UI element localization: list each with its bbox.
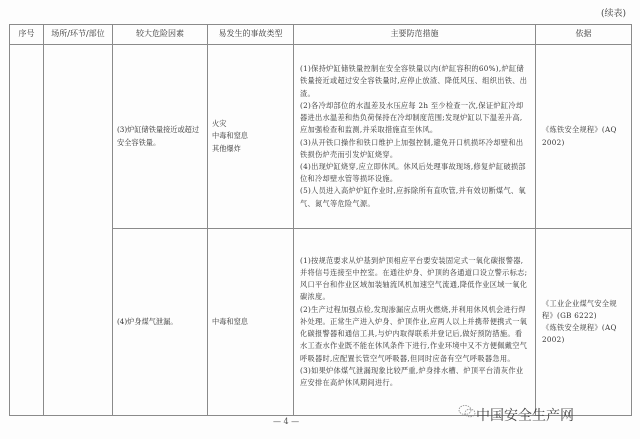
measure-item: (2)各冷却部位的水温差及水压应每 2h 至少检查一次,保证炉缸冷却器进出水温差和热负荷保持在冷却制度范围;发现炉缸以下温差升高,应加强检查和监测,并采取措施直至休风。 — [300, 100, 524, 135]
table-row — [10, 45, 632, 229]
hazard-table — [9, 24, 632, 416]
cell-accident-types — [208, 45, 294, 229]
header-measures: 主要防范措施 — [294, 25, 536, 45]
measure-item: (2)生产过程加强点检,发现渗漏应点明火燃烧,并利用休风机会进行焊补处理。正常生产进入炉身、炉顶作业,应两人以上并携带便携式一氧化碳报警器和通信工具,与炉内取得联系并登记后,做好预防措施。看水工查水作业既不能在休风条件下进行,作业环境中又不方便佩戴空气呼吸器时,应配置长管空气呼吸器,但同时应备有空气呼吸器急用。 — [300, 304, 528, 363]
header-accident-type: 易发生的事故类型 — [208, 25, 294, 45]
accident-type: 其他爆炸 — [212, 143, 241, 153]
measure-item: (1)按规范要求从炉基到炉顶相应平台要安装固定式一氧化碳报警器,并将信号连接至中控室。在通往炉身、炉顶的各通道口设立警示标志;风口平台和作业区域加装轴流风机加速空气流通,降低作业区域一氧化碳浓度。 — [300, 255, 528, 302]
cell-accident-types — [208, 229, 294, 416]
accident-type: 火灾 — [212, 119, 227, 129]
cell-measures — [294, 45, 536, 229]
table-header-row — [10, 25, 632, 45]
cell-basis — [536, 45, 632, 229]
cell-hazard: (3)炉缸储铁量接近或超过安全容铁量。 — [113, 45, 208, 229]
cell-measures — [294, 229, 536, 416]
cell-basis — [536, 229, 632, 416]
accident-type: 中毒和窒息 — [212, 131, 248, 141]
measure-item: (5)人员进入高炉炉缸作业时,应拆除所有直吹管,并有效切断煤气、氧气、氮气等危险气源。 — [300, 186, 526, 208]
measure-item: (4)出现炉缸烧穿,应立即休风。休风后处理事故现场,修复炉缸破损部位和冷却壁水管等损坏设施。 — [300, 161, 526, 184]
measure-item: (3)从开铁口操作和铁口维护上加强控制,避免开口机损坏冷却壁和出铁损伤炉壳而引发炉缸烧穿。 — [300, 137, 524, 159]
cell-index — [10, 45, 44, 416]
measure-item: (1)保持炉缸储铁量控制在安全容铁量以内(炉缸容积的60%),炉缸储铁量接近或超过安全容铁量时,应停止放渣、降低风压、组织出铁、出渣。 — [300, 64, 528, 98]
watermark-text: 中国安全生产网 — [476, 408, 574, 424]
basis-item: 《炼铁安全规程》(AQ 2002) — [542, 323, 617, 345]
basis-item: 《工业企业煤气安全规程》(GB 6222) — [542, 298, 617, 320]
header-basis: 依据 — [536, 25, 632, 45]
measure-item: (3)如果炉体煤气泄漏现象比较严重,炉身排水槽、炉顶平台清灰作业应安排在高炉休风期间进行。 — [300, 365, 524, 387]
header-index: 序号 — [10, 25, 44, 45]
page-number: — 4 — — [273, 417, 300, 426]
header-location: 场所/环节/部位 — [44, 25, 113, 45]
header-hazard: 较大危险因素 — [113, 25, 208, 45]
basis-item: 《炼铁安全规程》(AQ 2002) — [542, 125, 617, 147]
cell-location — [44, 45, 113, 416]
wechat-icon — [458, 404, 476, 418]
accident-type: 中毒和窒息 — [212, 316, 248, 326]
continuation-label: (续表) — [600, 9, 626, 19]
cell-hazard: (4)炉身煤气泄漏。 — [113, 229, 208, 416]
